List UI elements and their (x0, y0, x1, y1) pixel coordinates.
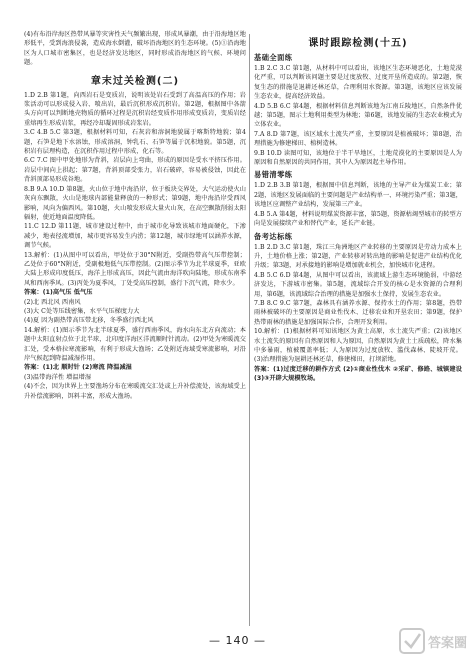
answer-paragraph: 8.B 9.A 10.D 第8题，火山位于地中海沿岸，位于板块交界处，大气运动使火山灰向东飘散，火山是地球内部能量释放的一种形式；第9题，地中海沿岸受西风影响，风向为偏西风。第10题，火山喷发形成大量火山灰，在高空飘散削弱太阳辐射，使近地面温度降低。 (24, 185, 246, 221)
column-divider (249, 34, 250, 626)
answer-paragraph: 13.解析：(1)从图中可以看出，甲处位于30°N附近，受副热带高气压带控制；乙处位于60°N附近，受副极地低气压带控制。(2)图示季节为北半球夏季，亚欧大陆上形成印度低压，海洋上形成高压，因此气流由海洋吹向陆地，形成东南季风和西南季风。(3)丙处为夏季风，丁处受高压控制，盛行下沉气流，降水少。 (24, 251, 246, 287)
svg-text:答案圈: 答案圈 (428, 636, 468, 651)
answer-line: (4)夏 因为副热带高压带北移，冬季盛行西北风 (24, 317, 154, 325)
answer-paragraph: 10.解析：(1)根据材料可知该地区为黄土高原，水土流失严重；(2)该地区水土流失的原因有自然原因和人为原因，自然原因为黄土土质疏松，降水集中多暴雨，植被覆盖率低；人为原因为过度放牧、滥伐森林、陡坡开荒。(3)治理措施为退耕还林还草，修建梯田，打坝淤地。 (254, 328, 462, 364)
answer-paragraph: 3.C 4.B 5.C 第3题，根据材料可知，石灰岩和溶洞地貌属于喀斯特地貌；第4题，石笋是地下水溶蚀，形成溶洞，钟乳石、石笋等属于沉积地貌。第5题，沉积岩有层理构造，在沉积作用过程中形成，化石等。 (24, 129, 246, 156)
answer-line: (4)不会，因为世界上主要渔场分布在寒暖流交汇处或上升补偿流处，该海域受上升补偿流影响，饵料丰富，形成大渔场。 (24, 383, 246, 400)
answer-paragraph: 9.B 10.D 读图可知，该地位于半干旱地区，土地荒漠化的主要原因是人为原因和自然原因的共同作用，其中人为原因起主导作用。 (254, 149, 462, 167)
answer-paragraph: 4.D 5.B 6.C 第4题，根据材料信息判断该地为江南丘陵地区，自然条件优越；第5题，图示土地利用类型为林地；第6题，该地发展的生态农业模式为立体农业。 (254, 102, 462, 129)
answer-paragraph: 1.B 2.C 3.C 第1题，从材料中可以看出，该地区生态环境恶化，土地荒漠化严重，可以判断该问题主要是过度放牧、过度开垦所造成的。第2题，恢复生态的措施是退耕还林还草，合理利用水资源。第3题，该地区应该发展生态农业，提高经济效益。 (254, 65, 462, 101)
subsection-heading-errors: 易错清零练 (254, 170, 293, 180)
answer-line: (3)温带海洋性 增温增湿 (24, 373, 92, 381)
subsection-heading-exam: 备考达标练 (254, 231, 293, 241)
right-column (254, 30, 462, 384)
chapter-review-title: 章末过关检测(二) (90, 75, 180, 87)
answer-line: 答案：(1)北 顺时针 (2)寒流 降温减湿 (24, 364, 132, 372)
watermark-logo-icon (399, 626, 469, 656)
answer-line: 答案：(1)过度迁移的耕作方式 (2)①商业性伐木 ②采矿、修路、城镇建设 (3)③开辟大规模牧场。 (254, 365, 462, 383)
answer-line: (3)大 C处等压线密集，水平气压梯度力大 (24, 307, 140, 315)
answer-paragraph: 14.解析：(1)图示季节为北半球夏季，盛行西南季风，海水向东北方向流动；本题中太阳直射点位于北半球，北印度洋海区洋流顺时针流动。(2)甲处为寒暖流交汇处，受本格拉寒流影响，有利于形成大渔场；乙处附近海域受寒流影响，对沿岸气候起到降温减湿作用。 (24, 326, 246, 362)
answer-paragraph: 4.B 5.A 第4题，材料说明煤炭资源丰富，第5题，资源枯竭型城市的转型方向是发展接续产业和替代产业，延长产业链。 (254, 210, 462, 228)
answer-paragraph: 7.A 8.D 第7题，该区域水土流失严重，主要原因是植被破坏；第8题，治理措施为修建梯田、植树造林。 (254, 130, 462, 148)
lesson-check-title: 课时跟踪检测(十五) (308, 38, 408, 49)
answer-paragraph: 1.B 2.D 3.C 第1题，珠江三角洲地区产业转移的主要原因是劳动力成本上升，土地价格上涨；第2题，产业转移对转出地的影响是促进产业结构优化升级；第3题，对承接地的影响是增加就业机会，加快城市化进程。 (254, 243, 462, 270)
answer-line: (2)北 西北风 西南风 (24, 298, 81, 306)
subsection-heading-basic: 基础全面练 (254, 53, 293, 62)
answer-paragraph: 4.B 5.C 6.D 第4题，从图中可以看出，该流域上游生态环境脆弱，中游经济发达，下游城市密集。第5题，流域综合开发的核心是水资源的合理利用，第6题，该流域综合治理的措施是加强水土保持，发展生态农业。 (254, 271, 462, 298)
answer-paragraph: 7.B 8.C 9.C 第7题，森林具有涵养水源、保持水土的作用；第8题，热带雨林被破坏的主要原因是商业性伐木、迁移农业和开垦农田；第9题，保护热带雨林的措施是加强国际合作，合理开发利用。 (254, 299, 462, 326)
answer-paragraph: 1.D 2.B 3.B 第1题，根据图中信息判断，该地的主导产业为煤炭工业；第2题，该地区发展面临的主要问题是产业结构单一、环境污染严重；第3题，该地区应调整产业结构，发展第三产业。 (254, 182, 462, 209)
answer-paragraph: 1.D 2.B 第1题，向西岩石是变质岩，说明该处岩石受到了高温高压的作用；岩浆活动可以形成侵入岩、喷出岩，最后沉积形成沉积岩。第2题，根据图中各箭头方向可以判断地壳物质的循环过程是沉积岩经变质作用形成变质岩，变质岩经重熔再生形成岩浆，再经冷却凝固形成岩浆岩。 (24, 91, 246, 127)
answer-line: 答案：(1)高气压 低气压 (24, 289, 93, 297)
intro-paragraph: (4)有布沿岸海区热带风暴等灾害性天气频繁出现，形成风暴潮，由于沿海地区地形低平，受到海浪侵袭，造成海水倒灌，破坏沿海地区的生态环境。(5)①沿海地区为人口城市密集区，也是经济发达地区，同时形成沿海地区的气候、环境问题。 (24, 31, 246, 67)
answer-paragraph: 6.C 7.C 图中甲处地形为背斜，岩层向上弯曲，形成的原因是受水平挤压作用。岩层中间向上拱起；第7题，背斜顶部受张力，岩石破碎，容易被侵蚀，因此在背斜顶部易形成谷地。 (24, 157, 246, 184)
answer-paragraph: 11.C 12.D 第11题，城市建设过程中，由于城市化导致该城市地面硬化，下渗减少，地表径流增加，城市更容易发生内涝；第12题，城市绿地可以涵养水源，调节气候。 (24, 223, 246, 250)
page-number: — 140 — (209, 634, 266, 647)
left-column (24, 30, 246, 401)
